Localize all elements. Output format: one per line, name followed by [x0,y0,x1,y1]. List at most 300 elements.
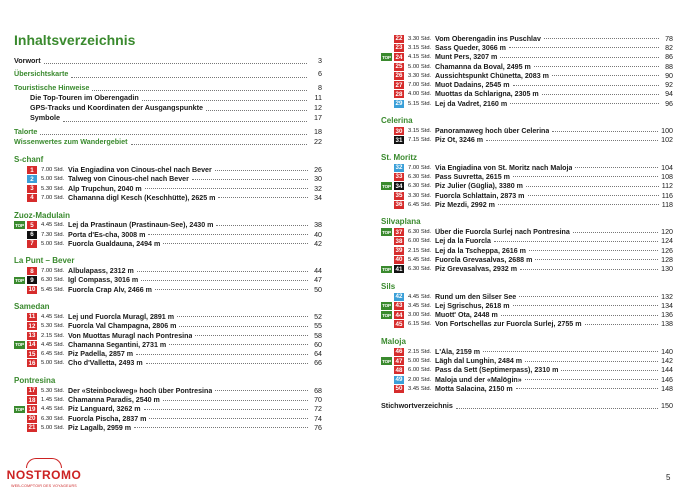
tour-number-badge: 11 [28,313,36,321]
tour-page: 108 [661,172,673,181]
spacer [381,145,673,152]
tour-entry[interactable] [381,301,673,310]
tour-page: 58 [314,331,322,340]
tour-number-badge: 26 [395,72,403,80]
region-heading: Sils [381,281,396,291]
tour-page: 112 [661,182,673,191]
tour-duration: 3.15 Std. [408,128,432,135]
tour-name: Piz Mezdi, 2992 m [435,200,495,209]
tour-duration: 7.00 Std. [41,194,65,201]
dot-leader [542,94,659,95]
tour-number-badge: 43 [395,302,403,310]
toc-entry-page: 12 [314,103,322,113]
tour-number-badge: 22 [395,35,403,43]
top-badge-spacer [14,360,25,368]
top-badge-spacer [14,185,25,193]
logo-subtitle: WEB-COMPTOIR DES VOYAGEURS [11,484,77,488]
tour-entry[interactable] [14,405,322,414]
dot-leader [483,351,658,352]
dot-leader [131,144,308,145]
tour-duration: 5.00 Std. [408,358,432,365]
top-badge-spacer [381,72,392,80]
tour-entry[interactable] [381,227,673,236]
tour-duration: 6.00 Std. [408,238,432,245]
tour-duration: 2.15 Std. [41,332,65,339]
tour-duration: 6.00 Std. [408,367,432,374]
tour-entry[interactable] [381,311,673,320]
toc-entry[interactable] [14,103,322,113]
tour-number-badge: 47 [395,357,403,365]
top-badge-icon: TOP [382,266,391,272]
tour-entry[interactable] [14,184,322,193]
tour-page: 126 [661,246,673,255]
tour-duration: 5.00 Std. [41,424,65,431]
tour-entry[interactable] [14,312,322,321]
tour-name: Piz Ot, 3246 m [435,136,484,145]
tour-duration: 5.00 Std. [41,360,65,367]
tour-name: Muottas da Schlarigna, 2305 m [435,90,539,99]
tour-page: 138 [661,320,673,329]
tour-name: Lej da Vadret, 2160 m [435,99,508,108]
tour-name: Lej da la Tscheppa, 2616 m [435,246,526,255]
dot-leader [552,75,659,76]
tour-entry[interactable] [381,126,673,135]
tour-name: Via Engiadina von Cinous-chel nach Bever [68,166,212,175]
tour-page: 70 [314,396,322,405]
tour-entry[interactable] [381,265,673,274]
tour-duration: 5.00 Std. [41,240,65,247]
tour-entry[interactable] [14,266,322,275]
tour-name: Albulapass, 2312 m [68,267,134,276]
dot-leader [573,232,658,233]
tour-number-badge: 2 [27,175,37,183]
tour-entry[interactable] [381,172,673,181]
top-badge-spacer [14,332,25,340]
tour-name: Panoramaweg hoch über Celerina [435,127,550,136]
toc-entry[interactable] [14,113,322,123]
tour-name: Fuorcla Pischa, 2837 m [68,414,147,423]
dot-leader [529,250,658,251]
tour-page: 64 [314,350,322,359]
tour-entry[interactable] [381,163,673,172]
toc-entry[interactable] [14,69,322,79]
tour-page: 50 [314,285,322,294]
dot-leader [486,140,658,141]
dot-leader [177,316,308,317]
tour-duration: 6.30 Std. [41,277,65,284]
tour-number-badge: 40 [395,256,403,264]
tour-entry[interactable] [381,136,673,145]
tour-page: 66 [314,359,322,368]
tour-number-badge: 15 [28,350,36,358]
tour-entry[interactable] [381,34,673,43]
tour-number-badge: 33 [395,173,403,181]
tour-number-badge: 6 [27,231,37,239]
tour-entry[interactable] [14,340,322,349]
tour-page: 128 [661,255,673,264]
tour-name: Aussichtspunkt Chünetta, 2083 m [435,71,549,80]
tour-name: Fuorcla Grevasalvas, 2688 m [435,255,533,264]
region-heading: S-chanf [14,155,44,165]
tour-duration: 4.45 Std. [41,222,65,229]
tour-number-badge: 12 [28,322,36,330]
right-column [381,34,673,411]
tour-page: 116 [661,191,673,200]
dot-leader [142,100,307,101]
dot-leader [509,47,659,48]
tour-number-badge: 1 [27,166,37,174]
tour-page: 144 [661,366,673,375]
top-badge-spacer [381,367,392,375]
index-entry[interactable] [381,401,673,411]
dot-leader [516,388,658,389]
region-heading: Zuoz-Madulain [14,210,70,220]
tour-page: 146 [661,375,673,384]
tour-entry[interactable] [381,347,673,356]
tour-name: Sass Queder, 3066 m [435,43,506,52]
tour-name: Muott' Ota, 2448 m [435,311,498,320]
tour-page: 82 [665,43,673,52]
top-badge-spacer [381,137,392,145]
tour-name: Maloja und der «Malögin» [435,375,522,384]
dot-leader [148,234,308,235]
tour-duration: 1.45 Std. [41,397,65,404]
top-badge-icon: TOP [382,229,391,235]
tour-number-badge: 23 [395,44,403,52]
tour-page: 96 [665,99,673,108]
dot-leader [71,77,307,78]
tour-duration: 6.15 Std. [408,321,432,328]
tour-number-badge: 25 [395,63,403,71]
tour-name: Cho d'Valletta, 2493 m [68,359,143,368]
toc-entry[interactable] [14,137,322,147]
tour-number-badge: 13 [28,332,36,340]
tour-entry[interactable] [14,193,322,202]
toc-entry-page: 17 [314,113,322,123]
tour-entry[interactable] [14,322,322,331]
top-badge-icon: TOP [382,312,391,318]
tour-page: 47 [314,276,322,285]
tour-page: 32 [314,184,322,193]
top-badge-spacer [14,267,25,275]
dot-leader [163,400,308,401]
tour-duration: 3.30 Std. [408,192,432,199]
tour-number-badge: 16 [28,359,36,367]
tour-page: 132 [661,292,673,301]
top-badge-spacer [381,44,392,52]
region-heading: Samedan [14,302,50,312]
tour-entry[interactable] [381,366,673,375]
tour-entry[interactable] [14,359,322,368]
tour-entry[interactable] [14,414,322,423]
tour-entry[interactable] [381,246,673,255]
tour-page: 88 [665,62,673,71]
top-badge-spacer [381,348,392,356]
tour-entry[interactable] [381,80,673,89]
dot-leader [215,390,308,391]
dot-leader [544,38,659,39]
tour-name: Motta Salacina, 2150 m [435,384,513,393]
tour-page: 130 [661,265,673,274]
tour-number-badge: 31 [395,136,403,144]
toc-entry-title: Touristische Hinweise [14,82,90,92]
tour-entry[interactable] [381,182,673,191]
tour-entry[interactable] [14,395,322,404]
toc-entry-title: Wissenwertes zum Wandergebiet [14,137,128,147]
dot-leader [510,103,659,104]
tour-name: Muot Dadains, 2545 m [435,81,510,90]
top-badge-icon: TOP [382,303,391,309]
toc-entry-page: 11 [314,92,322,102]
tour-page: 52 [314,312,322,321]
tour-number-badge: 17 [28,387,36,395]
tour-name: L'Àla, 2159 m [435,347,481,356]
dot-leader [513,305,659,306]
top-badge-spacer [381,91,392,99]
dot-leader [134,427,308,428]
tour-page: 55 [314,322,322,331]
toc-entry-title: GPS-Tracks und Koordinaten der Ausgangspunkte [30,103,204,113]
spacer [381,329,673,336]
toc-entry-page: 3 [318,56,322,65]
top-badge-spacer [381,201,392,209]
tour-entry[interactable] [381,384,673,393]
tour-page: 68 [314,386,322,395]
spacer [14,248,322,255]
tour-name: Alp Trupchun, 2040 m [68,184,142,193]
toc-entry[interactable] [14,93,322,103]
tour-number-badge: 48 [395,366,403,374]
tour-name: Rund um den Silser See [435,292,517,301]
top-badge-spacer [14,387,25,395]
tour-name: Piz Languard, 3262 m [68,405,141,414]
dot-leader [525,379,658,380]
tour-duration: 5.00 Std. [41,176,65,183]
dot-leader [146,363,308,364]
tour-page: 118 [661,200,673,209]
top-badge-spacer [381,321,392,329]
tour-page: 72 [314,405,322,414]
tour-page: 120 [661,228,673,237]
tour-entry[interactable] [381,320,673,329]
tour-number-badge: 46 [395,348,403,356]
tour-entry[interactable] [381,255,673,264]
toc-entry-title: Übersichtskarte [14,69,69,79]
dot-leader [216,225,308,226]
tour-page: 78 [665,34,673,43]
toc-entry-title: Talorte [14,126,38,136]
tour-duration: 6.30 Std. [408,229,432,236]
tour-page: 90 [665,71,673,80]
tour-entry[interactable] [14,175,322,184]
tour-duration: 7.30 Std. [41,231,65,238]
tour-number-badge: 50 [395,385,403,393]
tour-name: Lej da Prastinaun (Prastinaun-See), 2430 m [68,221,214,230]
toc-entry-title: Die Top-Touren im Oberengadin [30,92,139,102]
tour-entry[interactable] [14,165,322,174]
toc-entry-page: 18 [314,126,322,136]
tour-page: 38 [314,221,322,230]
tour-name: Fuorcla Schlattain, 2873 m [435,191,525,200]
tour-number-badge: 29 [395,100,403,108]
tour-number-badge: 8 [27,267,37,275]
tour-name: Fuorcla Gualdauna, 2494 m [68,239,161,248]
tour-duration: 2.00 Std. [408,376,432,383]
tour-duration: 3.30 Std. [408,72,432,79]
toc-entry-title: Vorwort [14,56,41,65]
tour-name: Fuorcla Crap Alv, 2466 m [68,285,152,294]
tour-entry[interactable] [381,43,673,52]
dot-leader [552,131,658,132]
top-badge-spacer [14,313,25,321]
tour-name: Lej und Fuorcla Muragl, 2891 m [68,312,175,321]
tour-name: Talweg von Cinous-chel nach Bever [68,175,189,184]
tour-name: Piz Padella, 2857 m [68,350,134,359]
tour-page: 140 [661,347,673,356]
tour-duration: 2.15 Std. [408,247,432,254]
tour-entry[interactable] [14,331,322,340]
tour-entry[interactable] [14,350,322,359]
tour-number-badge: 3 [27,185,37,193]
tour-number-badge: 14 [28,341,36,349]
dot-leader [561,370,658,371]
tour-number-badge: 38 [395,237,403,245]
tour-entry[interactable] [381,71,673,80]
tour-duration: 6.45 Std. [408,201,432,208]
tour-number-badge: 37 [395,228,403,236]
tour-number-badge: 9 [27,276,37,284]
spacer [381,209,673,216]
tour-page: 86 [665,53,673,62]
dot-leader [500,57,659,58]
tour-duration: 6.30 Std. [408,173,432,180]
dot-leader [149,418,308,419]
dot-leader [456,408,658,409]
tour-page: 100 [661,127,673,136]
tour-duration: 5.15 Std. [408,100,432,107]
top-badge-icon: TOP [382,358,391,364]
region-heading: Silvaplana [381,217,421,227]
index-page: 150 [661,400,673,410]
tour-number-badge: 44 [395,311,403,319]
tour-entry[interactable] [14,230,322,239]
tour-entry[interactable] [381,237,673,246]
tour-duration: 5.30 Std. [41,185,65,192]
tour-entry[interactable] [14,386,322,395]
tour-duration: 4.15 Std. [408,54,432,61]
top-badge-spacer [381,293,392,301]
tour-page: 92 [665,81,673,90]
tour-entry[interactable] [381,62,673,71]
tour-name: Munt Pers, 3207 m [435,53,498,62]
dot-leader [528,195,659,196]
top-badge-icon: TOP [382,54,391,60]
tour-duration: 7.00 Std. [408,82,432,89]
logo-dome-icon [26,458,62,468]
tour-entry[interactable] [381,53,673,62]
top-badge-spacer [14,415,25,423]
tour-page: 60 [314,340,322,349]
top-badge-spacer [381,192,392,200]
tour-entry[interactable] [14,276,322,285]
index-title: Stichwortverzeichnis [381,400,453,410]
tour-entry[interactable] [381,356,673,365]
top-badge-spacer [381,127,392,135]
dot-leader [534,66,659,67]
tour-duration: 4.00 Std. [408,91,432,98]
tour-duration: 7.00 Std. [408,164,432,171]
tour-entry[interactable] [381,375,673,384]
tour-entry[interactable] [14,221,322,230]
tour-entry[interactable] [381,90,673,99]
tour-name: Pass Suvretta, 2615 m [435,172,510,181]
tour-entry[interactable] [14,239,322,248]
top-badge-spacer [381,164,392,172]
top-badge-spacer [14,176,25,184]
spacer [381,274,673,281]
tour-duration: 4.45 Std. [41,313,65,320]
tour-entry[interactable] [381,200,673,209]
tour-number-badge: 41 [395,265,403,273]
top-badge-spacer [381,247,392,255]
dot-leader [137,271,308,272]
toc-entry[interactable] [14,56,322,66]
dot-leader [179,326,308,327]
tour-duration: 7.00 Std. [41,167,65,174]
tour-number-badge: 5 [27,221,37,229]
toc-entry-page: 8 [318,82,322,92]
spacer [14,368,322,375]
tour-number-badge: 4 [27,194,37,202]
toc-entry[interactable] [14,83,322,93]
tour-name: Chamanna Segantini, 2731 m [68,340,167,349]
tour-name: Piz Julier (Güglia), 3380 m [435,182,523,191]
dot-leader [520,269,658,270]
nostromo-logo [6,458,82,498]
top-badge-spacer [381,81,392,89]
tour-entry[interactable] [381,292,673,301]
top-badge-spacer [381,35,392,43]
tour-name: Vom Oberengadin ins Puschlav [435,34,541,43]
tour-duration: 7.15 Std. [408,137,432,144]
dot-leader [519,296,658,297]
tour-entry[interactable] [14,423,322,432]
tour-duration: 4.45 Std. [41,341,65,348]
tour-duration: 5.45 Std. [41,286,65,293]
tour-entry[interactable] [14,285,322,294]
region-heading: St. Moritz [381,152,417,162]
toc-entry[interactable] [14,127,322,137]
tour-name: Piz Lagalb, 2959 m [68,423,132,432]
tour-name: Lej Sgrischus, 2618 m [435,301,510,310]
dot-leader [206,110,307,111]
tour-name: Der «Steinbockweg» hoch über Pontresina [68,386,213,395]
tour-page: 42 [314,239,322,248]
tour-name: Lägh dal Lunghin, 2484 m [435,357,523,366]
tour-number-badge: 34 [395,182,403,190]
dot-leader [169,344,308,345]
tour-number-badge: 39 [395,247,403,255]
tour-entry[interactable] [381,191,673,200]
dot-leader [155,289,308,290]
page-title: Inhaltsverzeichnis [14,32,136,48]
dot-leader [163,243,308,244]
tour-number-badge: 21 [28,424,36,432]
tour-entry[interactable] [381,99,673,108]
top-badge-spacer [381,63,392,71]
region-heading: La Punt – Bever [14,256,75,266]
dot-leader [585,324,659,325]
